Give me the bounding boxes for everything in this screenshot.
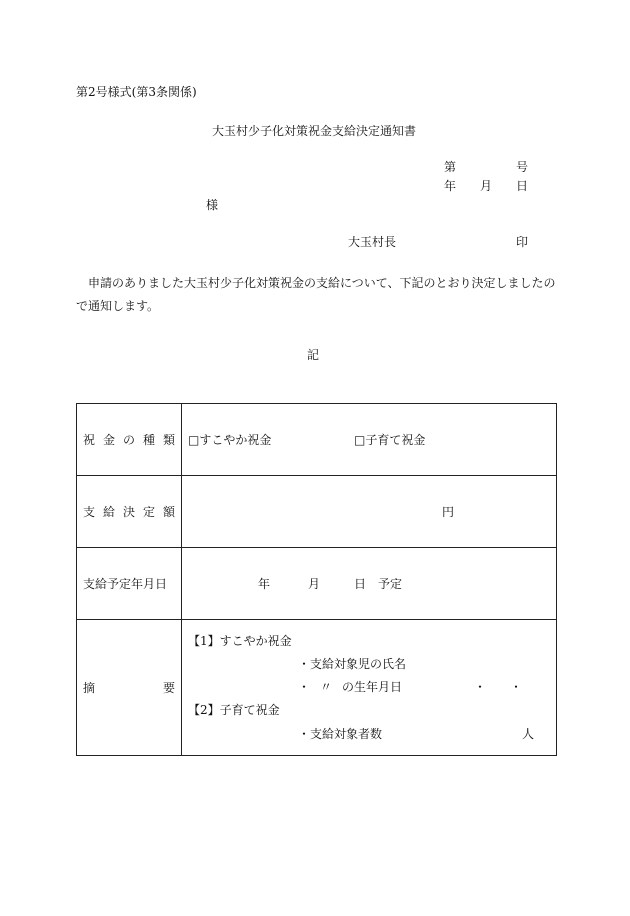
body-paragraph <box>76 272 558 318</box>
content-cell-type <box>182 404 557 476</box>
label-char: 金 <box>102 433 115 447</box>
label-remarks <box>77 679 181 696</box>
checkbox-sukoyaka[interactable]: □すこやか祝金 <box>188 433 272 447</box>
doc-number-go: 号 <box>516 160 529 174</box>
yen-unit: 円 <box>442 505 455 519</box>
date-separator-dot: ・ <box>474 680 487 694</box>
content-cell-date <box>182 548 557 620</box>
section-kosodate: 【2】子育て祝金 <box>188 703 280 717</box>
table-row-amount <box>77 476 557 548</box>
content-cell-amount <box>182 476 557 548</box>
item-birthdate: の生年月日 <box>342 680 403 694</box>
section-sukoyaka: 【1】すこやか祝金 <box>188 634 292 648</box>
label-char: 要 <box>162 681 175 695</box>
date-month: 月 <box>480 179 493 193</box>
checkbox-kosodate[interactable]: □子育て祝金 <box>354 433 426 447</box>
table-row-type <box>77 404 557 476</box>
sender-name: 大玉村長 <box>348 235 397 249</box>
recipient-sama: 様 <box>206 198 219 212</box>
persons-unit: 人 <box>522 727 535 741</box>
label-char: 摘 <box>83 681 96 695</box>
label-char: 種 <box>142 433 155 447</box>
table-row-remarks <box>77 620 557 756</box>
label-cell-remarks <box>77 620 182 756</box>
content-cell-remarks <box>182 620 557 756</box>
label-char: 支 <box>83 505 96 519</box>
label-char: の <box>122 433 135 447</box>
item-birthdate-prefix: ・ <box>298 680 311 694</box>
label-cell-date <box>77 548 182 620</box>
form-number: 第2号様式(第3条関係) <box>76 85 197 99</box>
date-year: 年 <box>444 179 457 193</box>
doc-number-dai: 第 <box>444 160 457 174</box>
label-type <box>77 431 181 448</box>
table-row-date <box>77 548 557 620</box>
item-recipient-count: ・支給対象者数 <box>298 727 383 741</box>
label-amount <box>77 503 181 520</box>
payment-yotei: 予定 <box>378 577 403 591</box>
payment-day: 日 <box>354 577 367 591</box>
ki-heading: 記 <box>307 348 320 362</box>
label-cell-amount <box>77 476 182 548</box>
label-char: 定 <box>142 505 155 519</box>
payment-year: 年 <box>258 577 271 591</box>
body-text: 申請のありました大玉村少子化対策祝金の支給について、下記のとおり決定しましたので通知します。 <box>76 276 556 313</box>
seal-mark: 印 <box>516 235 529 249</box>
date-day: 日 <box>516 179 529 193</box>
label-char: 祝 <box>83 433 96 447</box>
decision-table <box>76 403 557 756</box>
label-char: 決 <box>122 505 135 519</box>
label-char: 給 <box>102 505 115 519</box>
date-separator-dot: ・ <box>510 680 523 694</box>
label-char: 額 <box>162 505 175 519</box>
label-date: 支給予定年月日 <box>83 577 168 591</box>
payment-month: 月 <box>308 577 321 591</box>
ditto-mark: 〃 <box>320 680 333 694</box>
item-child-name: ・支給対象児の氏名 <box>298 657 407 671</box>
label-cell-type <box>77 404 182 476</box>
label-char: 類 <box>162 433 175 447</box>
document-title: 大玉村少子化対策祝金支給決定通知書 <box>212 124 417 138</box>
